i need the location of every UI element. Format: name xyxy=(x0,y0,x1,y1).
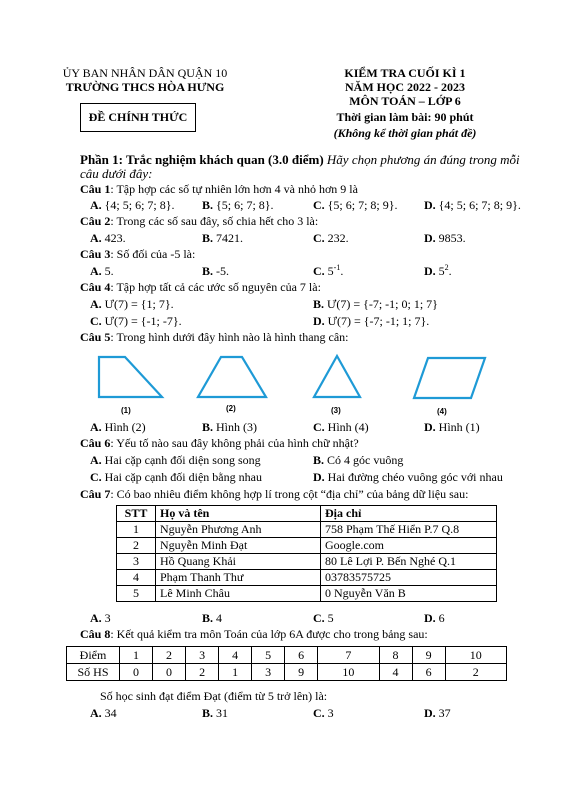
count-row: Số HS 0 0 2 1 3 9 10 4 6 2 xyxy=(67,664,507,681)
score-row: Điểm 1 2 3 4 5 6 7 8 9 10 xyxy=(67,647,507,664)
q6-option-d[interactable]: D. Hai đường chéo vuông góc với nhau xyxy=(313,470,503,484)
shape-4-parallelogram xyxy=(414,358,485,398)
duration: Thời gian làm bài: 90 phút xyxy=(336,110,474,124)
table-row: 5 Lê Minh Châu 0 Nguyễn Văn B xyxy=(117,586,497,602)
q4-option-c[interactable]: C. Ư(7) = {-1; -7}. xyxy=(90,314,182,328)
q6-option-c[interactable]: C. Hai cặp cạnh đối diện bằng nhau xyxy=(90,470,262,484)
department-name: ỦY BAN NHÂN DÂN QUẬN 10 xyxy=(62,66,228,80)
table-row: 4 Phạm Thanh Thư 03783575725 xyxy=(117,570,497,586)
q4-option-d[interactable]: D. Ư(7) = {-7; -1; 1; 7}. xyxy=(313,314,430,328)
question-2: Câu 2: Trong các số sau đây, số chia hết cho 3 là: xyxy=(80,214,319,228)
q3-option-c[interactable]: C. $5^{-1}$. xyxy=(313,263,344,278)
q8-option-d[interactable]: D. 37 xyxy=(424,706,451,720)
q1-option-a[interactable]: A. {4; 5; 6; 7; 8}. xyxy=(90,198,175,212)
fig-label-4: (4) xyxy=(437,407,447,416)
shape-3-triangle xyxy=(314,356,360,397)
q7-option-c[interactable]: C. 5 xyxy=(313,611,334,625)
q5-option-c[interactable]: C. Hình (4) xyxy=(313,420,369,434)
score-table xyxy=(66,646,507,681)
q3-option-d[interactable]: D. $5^2$. xyxy=(424,263,452,278)
q1-option-c[interactable]: C. {5; 6; 7; 8; 9}. xyxy=(313,198,398,212)
q4-option-b[interactable]: B. Ư(7) = {-7; -1; 0; 1; 7} xyxy=(313,297,438,311)
question-4: Câu 4: Tập hợp tất cả các ước số nguyên của 7 là: xyxy=(80,280,321,294)
part1-instruction: Hãy chọn phương án đúng trong mỗi xyxy=(326,152,520,167)
col-header-name: Họ và tên xyxy=(156,506,321,522)
q2-option-d[interactable]: D. 9853. xyxy=(424,231,466,245)
q2-option-b[interactable]: B. 7421. xyxy=(202,231,244,245)
fig-label-3: (3) xyxy=(331,406,341,415)
q8-option-a[interactable]: A. 34 xyxy=(90,706,117,720)
table-row: 3 Hồ Quang Khải 80 Lê Lợi P. Bến Nghé Q.1 xyxy=(117,554,497,570)
table-header-row xyxy=(117,506,497,522)
q4-option-a[interactable]: A. Ư(7) = {1; 7}. xyxy=(90,297,174,311)
question-7: Câu 7: Có bao nhiêu điểm không hợp lí trong cột “địa chỉ” của bảng dữ liệu sau: xyxy=(80,487,469,501)
col-header-address: Địa chỉ xyxy=(321,506,497,522)
col-header-stt: STT xyxy=(117,506,156,522)
q1-option-b[interactable]: B. {5; 6; 7; 8}. xyxy=(202,198,274,212)
q2-option-c[interactable]: C. 232. xyxy=(313,231,349,245)
subject: MÔN TOÁN – LỚP 6 xyxy=(349,94,461,108)
q1-option-d[interactable]: D. {4; 5; 6; 7; 8; 9}. xyxy=(424,198,521,212)
shape-1-right-trapezoid xyxy=(99,357,162,397)
q7-option-a[interactable]: A. 3 xyxy=(90,611,111,625)
q6-option-a[interactable]: A. Hai cặp cạnh đối diện song song xyxy=(90,453,261,467)
address-table xyxy=(116,505,497,602)
question-8: Câu 8: Kết quả kiểm tra môn Toán của lớp 6A được cho trong bảng sau: xyxy=(80,627,428,641)
table-row: 2 Nguyễn Minh Đạt Google.com xyxy=(117,538,497,554)
shape-2-isosceles-trapezoid xyxy=(198,357,266,397)
q7-option-d[interactable]: D. 6 xyxy=(424,611,445,625)
q8-option-b[interactable]: B. 31 xyxy=(202,706,229,720)
q8-question: Số học sinh đạt điểm Đạt (điểm từ 5 trở lên) là: xyxy=(100,689,328,703)
fig-label-2: (2) xyxy=(226,404,236,413)
official-label: ĐỀ CHÍNH THỨC xyxy=(88,110,188,124)
exam-title: KIỂM TRA CUỐI KÌ 1 xyxy=(344,66,466,80)
table-row: 1 Nguyễn Phương Anh 758 Phạm Thế Hiển P.7 Q.8 xyxy=(117,522,497,538)
q3-option-b[interactable]: B. -5. xyxy=(202,264,230,278)
q5-option-b[interactable]: B. Hình (3) xyxy=(202,420,258,434)
part1-instruction-cont: câu dưới đây: xyxy=(80,166,153,181)
question-5: Câu 5: Trong hình dưới đây hình nào là hình thang cân: xyxy=(80,330,349,344)
fig-label-1: (1) xyxy=(121,406,131,415)
part1-title: Phần 1: Trắc nghiệm khách quan (3.0 điểm) xyxy=(80,152,324,167)
q8-option-c[interactable]: C. 3 xyxy=(313,706,334,720)
school-name: TRƯỜNG THCS HÒA HƯNG xyxy=(65,80,225,94)
question-1: Câu 1: Tập hợp các số tự nhiên lớn hơn 4 và nhỏ hơn 9 là xyxy=(80,182,358,196)
q3-option-a[interactable]: A. 5. xyxy=(90,264,114,278)
q6-option-b[interactable]: B. Có 4 góc vuông xyxy=(313,453,404,467)
q5-option-d[interactable]: D. Hình (1) xyxy=(424,420,480,434)
q7-option-b[interactable]: B. 4 xyxy=(202,611,223,625)
question-6: Câu 6: Yếu tố nào sau đây không phải của hình chữ nhật? xyxy=(80,436,359,450)
q5-option-a[interactable]: A. Hình (2) xyxy=(90,420,146,434)
duration-note: (Không kể thời gian phát đề) xyxy=(333,126,477,140)
question-3: Câu 3: Số đối của -5 là: xyxy=(80,247,196,261)
q2-option-a[interactable]: A. 423. xyxy=(90,231,126,245)
school-year: NĂM HỌC 2022 - 2023 xyxy=(345,80,465,94)
